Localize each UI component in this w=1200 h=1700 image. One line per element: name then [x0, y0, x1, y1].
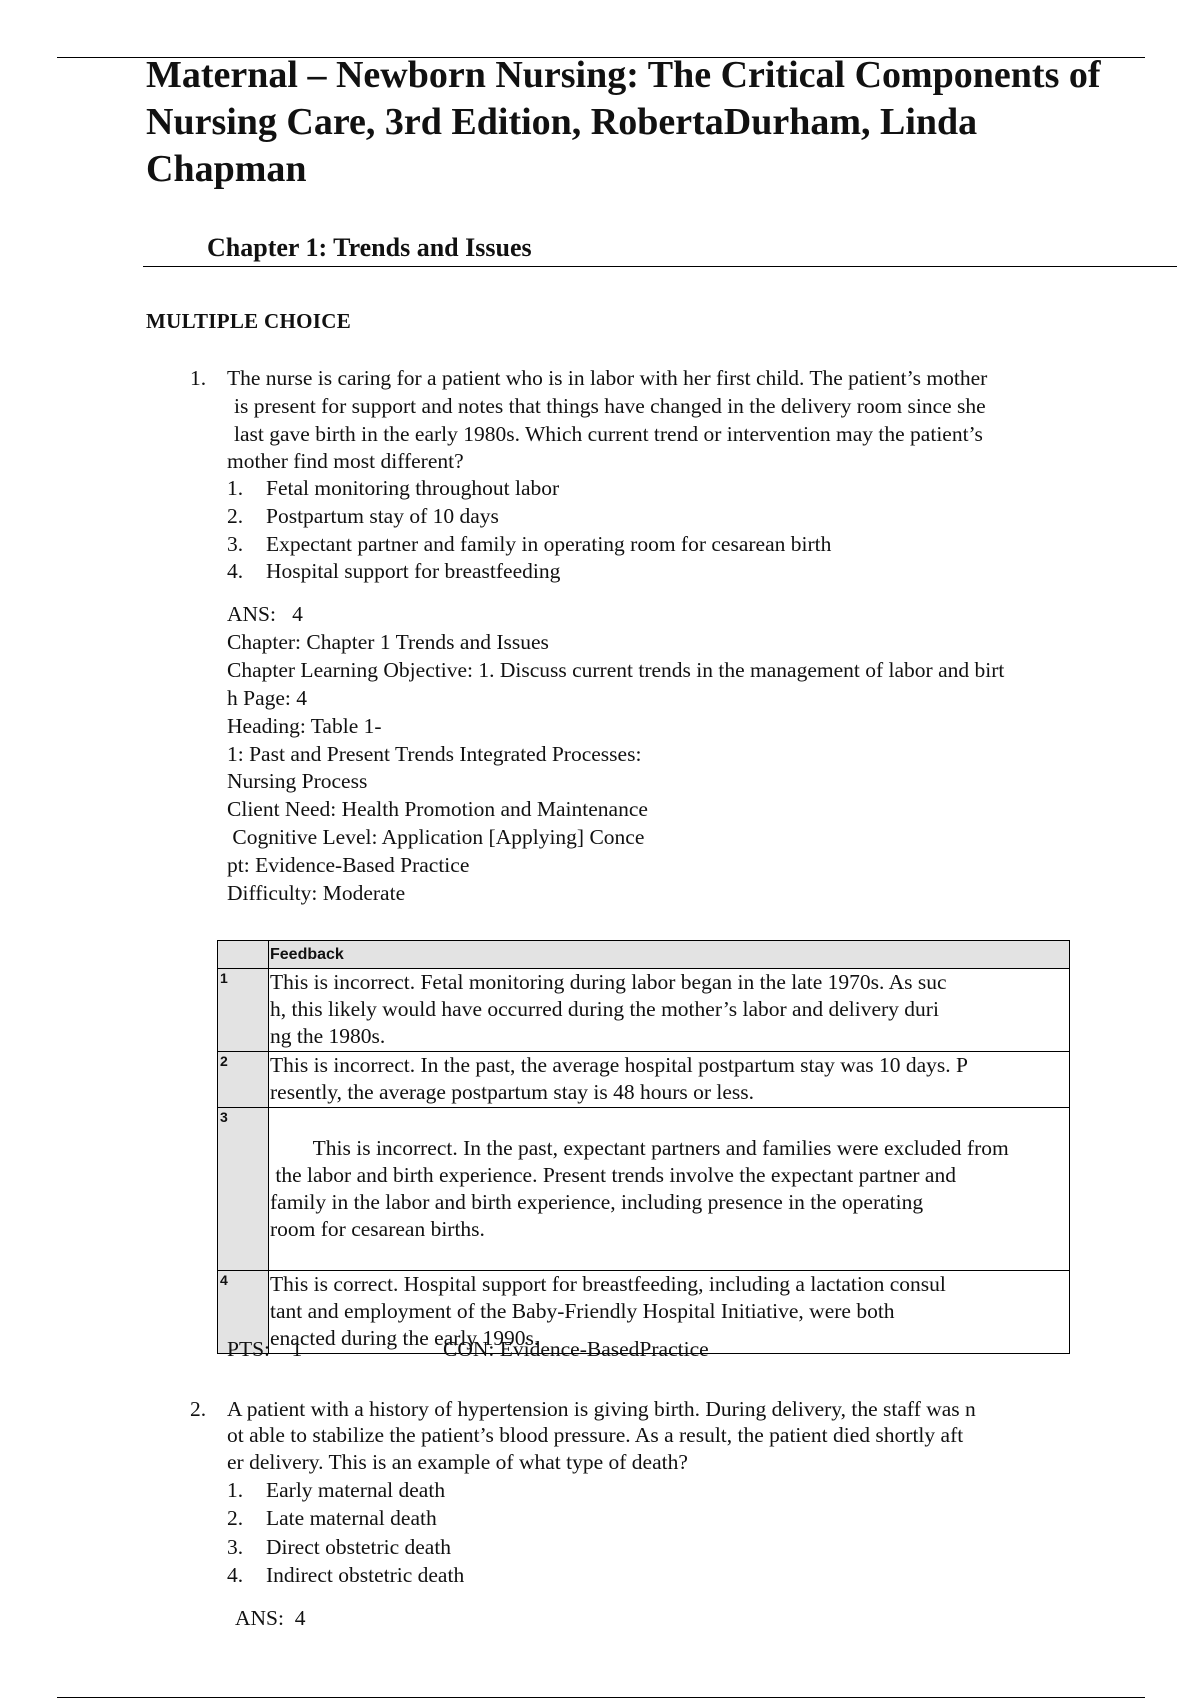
feedback-header: Feedback: [269, 941, 1070, 969]
title-line: Nursing Care, 3rd Edition, RobertaDurham, Linda: [146, 101, 978, 143]
option-text: Indirect obstetric death: [266, 1563, 465, 1587]
answer-option: [227, 1476, 445, 1504]
option-text: Expectant partner and family in operating room for cesarean birth: [266, 532, 832, 556]
option-text: Hospital support for breastfeeding: [266, 559, 561, 583]
meta-line: pt: Evidence-Based Practice: [227, 853, 470, 877]
feedback-row: [218, 969, 1070, 1052]
section-label: MULTIPLE CHOICE: [146, 309, 352, 333]
feedback-line: h, this likely would have occurred during the mother’s labor and delivery duri: [270, 997, 939, 1021]
question-stem-line: last gave birth in the early 1980s. Which current trend or intervention may the patient’s: [234, 422, 983, 446]
points-label: PTS: 1: [227, 1337, 303, 1361]
meta-line: Nursing Process: [227, 769, 368, 793]
feedback-number: 3: [218, 1108, 269, 1271]
option-number: 3.: [227, 532, 244, 556]
answer-option: [227, 1533, 451, 1561]
feedback-table: [217, 940, 1070, 1354]
feedback-row: [218, 1108, 1070, 1271]
feedback-line: This is incorrect. Fetal monitoring during labor began in the late 1970s. As suc: [270, 970, 947, 994]
feedback-line: This is incorrect. In the past, expectant partners and families were excluded from: [312, 1136, 1009, 1160]
question-number: 1.: [190, 366, 207, 390]
title-line: Chapman: [146, 148, 307, 190]
concept-label: CON: Evidence-BasedPractice: [443, 1337, 709, 1361]
answer-option: [227, 1561, 464, 1589]
option-text: Late maternal death: [266, 1506, 437, 1530]
title-line: Maternal – Newborn Nursing: The Critical Components of: [146, 54, 1101, 96]
question-stem-line: A patient with a history of hypertension is giving birth. During delivery, the staff was n: [227, 1397, 976, 1421]
feedback-line: This is correct. Hospital support for breastfeeding, including a lactation consul: [270, 1272, 946, 1296]
meta-line: Chapter: Chapter 1 Trends and Issues: [227, 630, 549, 654]
feedback-number: 2: [218, 1052, 269, 1108]
feedback-line: room for cesarean births.: [270, 1217, 485, 1241]
answer-key: ANS: 4: [227, 602, 303, 626]
feedback-header-blank: [218, 941, 269, 969]
answer-option: [227, 1504, 437, 1532]
feedback-number: 4: [218, 1271, 269, 1354]
question-stem-line: is present for support and notes that things have changed in the delivery room since she: [234, 394, 986, 418]
feedback-row: [218, 1052, 1070, 1108]
answer-option: [227, 474, 559, 502]
feedback-line: the labor and birth experience. Present trends involve the expectant partner and: [270, 1163, 956, 1187]
question-stem-line: The nurse is caring for a patient who is in labor with her first child. The patient’s mother: [227, 366, 988, 390]
question-stem-line: ot able to stabilize the patient’s blood pressure. As a result, the patient died shortly aft: [227, 1423, 964, 1447]
meta-line: Cognitive Level: Application [Applying] Conce: [227, 825, 645, 849]
question-stem-line: mother find most different?: [227, 449, 464, 473]
option-text: Fetal monitoring throughout labor: [266, 476, 560, 500]
chapter-heading: Chapter 1: Trends and Issues: [207, 233, 532, 262]
feedback-text: [269, 1052, 1070, 1108]
option-text: Direct obstetric death: [266, 1535, 452, 1559]
feedback-line: This is incorrect. In the past, the average hospital postpartum stay was 10 days. P: [270, 1053, 968, 1077]
option-number: 2.: [227, 1506, 244, 1530]
meta-line: Client Need: Health Promotion and Maintenance: [227, 797, 648, 821]
feedback-line: resently, the average postpartum stay is 48 hours or less.: [270, 1080, 755, 1104]
feedback-header-row: [218, 941, 1070, 969]
option-number: 4.: [227, 559, 244, 583]
option-number: 1.: [227, 1478, 244, 1502]
option-number: 4.: [227, 1563, 244, 1587]
option-number: 3.: [227, 1535, 244, 1559]
option-number: 2.: [227, 504, 244, 528]
feedback-line: family in the labor and birth experience, including presence in the operating: [270, 1190, 924, 1214]
feedback-line: ng the 1980s.: [270, 1024, 386, 1048]
option-text: Postpartum stay of 10 days: [266, 504, 499, 528]
option-text: Early maternal death: [266, 1478, 446, 1502]
feedback-text: [269, 1108, 1070, 1271]
meta-line: Heading: Table 1-: [227, 714, 382, 738]
feedback-number: 1: [218, 969, 269, 1052]
feedback-text: [269, 969, 1070, 1052]
chapter-rule: [143, 266, 1177, 267]
question-number: 2.: [190, 1397, 207, 1421]
document-title: [146, 52, 1186, 193]
question-stem-line: er delivery. This is an example of what type of death?: [227, 1450, 688, 1474]
option-number: 1.: [227, 476, 244, 500]
meta-line: Difficulty: Moderate: [227, 881, 406, 905]
answer-key: ANS: 4: [235, 1606, 306, 1630]
meta-line: h Page: 4: [227, 686, 308, 710]
answer-option: [227, 502, 499, 530]
bottom-rule: [57, 1697, 1145, 1698]
feedback-line: tant and employment of the Baby-Friendly Hospital Initiative, were both: [270, 1299, 895, 1323]
answer-option: [227, 557, 560, 585]
feedback-line: enacted during the early 1990s.: [270, 1326, 540, 1350]
meta-line: Chapter Learning Objective: 1. Discuss current trends in the management of labor and birt: [227, 658, 1005, 682]
meta-line: 1: Past and Present Trends Integrated Processes:: [227, 742, 642, 766]
answer-option: [227, 530, 831, 558]
